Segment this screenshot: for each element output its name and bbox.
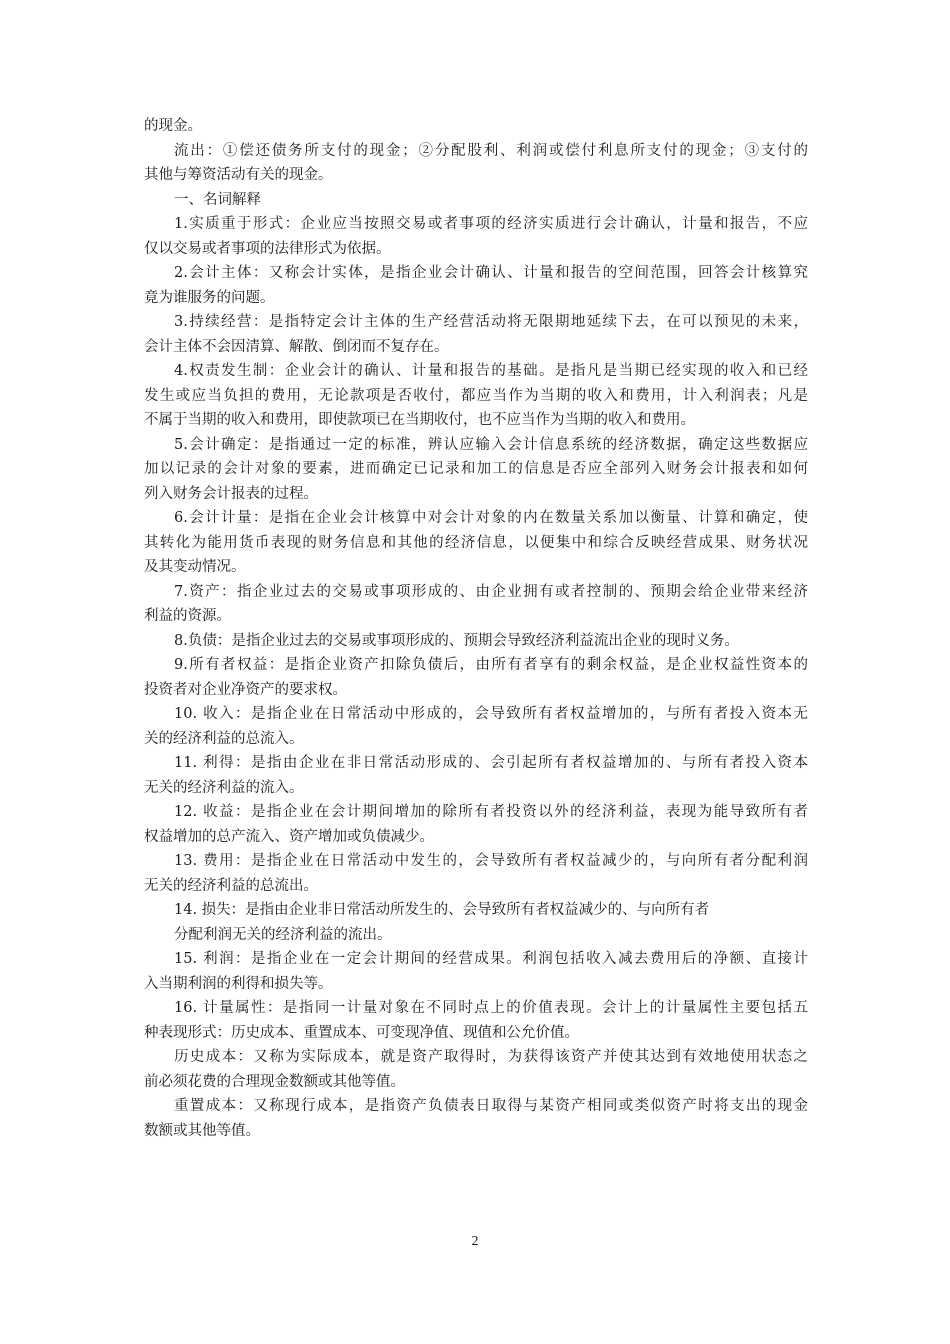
text-line: 15. 利润：是指企业在一定会计期间的经营成果。利润包括收入减去费用后的净额、直接计 (174, 951, 808, 967)
text-line: 12. 收益：是指企业在会计期间增加的除所有者投资以外的经济利益，表现为能导致所有者 (174, 804, 808, 820)
text-line: 其转化为能用货币表现的财务信息和其他的经济信息，以便集中和综合反映经营成果、财务状况 (144, 534, 808, 551)
text-line: 发生或应当负担的费用，无论款项是否收付，都应当作为当期的收入和费用，计入利润表；凡是 (144, 387, 808, 404)
text-line: 前必须花费的合理现金数额或其他等值。 (144, 1073, 405, 1090)
text-line: 无关的经济利益的流入。 (144, 779, 304, 796)
text-line: 11. 利得：是指由企业在非日常活动形成的、会引起所有者权益增加的、与所有者投入资本 (174, 755, 808, 771)
text-line: 及其变动情况。 (144, 559, 246, 575)
text-line: 历史成本：又称为实际成本，就是资产取得时，为获得该资产并使其达到有效地使用状态之 (174, 1049, 808, 1065)
text-line: 投资者对企业净资产的要求权。 (144, 681, 347, 698)
text-line: 9.所有者权益：是指企业资产扣除负债后，由所有者享有的剩余权益，是企业权益性资本的 (174, 657, 808, 673)
text-line: 会计主体不会因清算、解散、倒闭而不复存在。 (144, 338, 449, 355)
text-line: 3.持续经营：是指特定会计主体的生产经营活动将无限期地延续下去，在可以预见的未来， (174, 314, 808, 330)
document-body (144, 114, 808, 1143)
text-line: 一、名词解释 (174, 191, 261, 208)
text-line: 种表现形式：历史成本、重置成本、可变现净值、现值和公允价值。 (144, 1024, 579, 1041)
page-number: 2 (471, 1234, 479, 1249)
text-line: 数额或其他等值。 (144, 1122, 260, 1139)
text-line: 的现金。 (144, 118, 202, 134)
text-line: 分配利润无关的经济利益的流出。 (174, 926, 392, 943)
text-line: 7.资产：指企业过去的交易或事项形成的、由企业拥有或者控制的、预期会给企业带来经济 (174, 583, 808, 600)
text-line: 关的经济利益的总流入。 (144, 730, 304, 747)
text-line: 14. 损失：是指由企业非日常活动所发生的、会导致所有者权益减少的、与向所有者 (174, 902, 710, 918)
text-line: 4.权责发生制：企业会计的确认、计量和报告的基础。是指凡是当期已经实现的收入和已经 (174, 363, 808, 379)
text-line: 加以记录的会计对象的要素，进而确定已记录和加工的信息是否应全部列入财务会计报表和如何 (144, 461, 808, 477)
text-line: 8.负债：是指企业过去的交易或事项形成的、预期会导致经济利益流出企业的现时义务。 (174, 632, 739, 649)
text-line: 不属于当期的收入和费用，即使款项已在当期收付，也不应当作为当期的收入和费用。 (144, 412, 695, 428)
text-line: 利益的资源。 (144, 608, 231, 624)
text-line: 竟为谁服务的问题。 (144, 289, 275, 306)
text-line: 列入财务会计报表的过程。 (144, 485, 318, 502)
text-line: 入当期利润的利得和损失等。 (144, 975, 333, 992)
text-line: 5.会计确定：是指通过一定的标准，辨认应输入会计信息系统的经济数据，确定这些数据应 (174, 436, 808, 453)
text-line: 流出：①偿还债务所支付的现金；②分配股利、利润或偿付利息所支付的现金；③支付的 (174, 142, 808, 159)
text-line: 仅以交易或者事项的法律形式为依据。 (144, 240, 391, 257)
text-line: 其他与筹资活动有关的现金。 (144, 167, 333, 183)
text-line: 13. 费用：是指企业在日常活动中发生的，会导致所有者权益减少的，与向所有者分配利润 (174, 853, 808, 869)
text-line: 1.实质重于形式：企业应当按照交易或者事项的经济实质进行会计确认，计量和报告，不应 (174, 216, 808, 232)
text-line: 10. 收入：是指企业在日常活动中形成的，会导致所有者权益增加的，与所有者投入资本无 (174, 706, 808, 722)
text-line: 6.会计计量：是指在企业会计核算中对会计对象的内在数量关系加以衡量、计算和确定，使 (174, 510, 808, 526)
text-line: 16. 计量属性：是指同一计量对象在不同时点上的价值表现。会计上的计量属性主要包括五 (174, 1000, 808, 1016)
text-line: 重置成本：又称现行成本，是指资产负债表日取得与某资产相同或类似资产时将支出的现金 (174, 1098, 808, 1114)
text-line: 2.会计主体：又称会计实体，是指企业会计确认、计量和报告的空间范围，回答会计核算究 (174, 265, 808, 281)
text-line: 无关的经济利益的总流出。 (144, 877, 318, 894)
text-line: 权益增加的总产流入、资产增加或负债减少。 (144, 828, 434, 845)
